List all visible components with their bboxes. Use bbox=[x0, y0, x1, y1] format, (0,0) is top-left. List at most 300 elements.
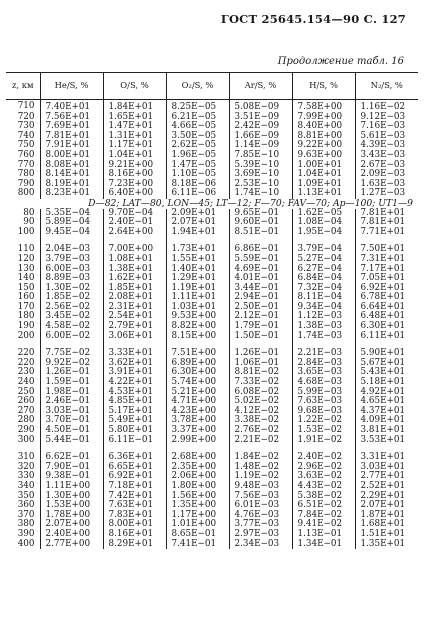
value-cell: 7.40E+01 bbox=[40, 100, 103, 113]
value-cell: 2.54E+01 bbox=[103, 312, 166, 322]
value-cell: 2.06E+00 bbox=[166, 472, 229, 482]
altitude-cell: 80 bbox=[23, 207, 35, 218]
value-cell: 1.30E−02 bbox=[40, 284, 103, 294]
altitude-cell: 270 bbox=[17, 405, 35, 416]
altitude-cell: 300 bbox=[17, 434, 35, 445]
value-cell: 6.92E+01 bbox=[355, 284, 418, 294]
value-cell: 1.80E+00 bbox=[166, 482, 229, 492]
value-cell: 1.38E+01 bbox=[103, 265, 166, 275]
value-cell: 6.78E+01 bbox=[355, 293, 418, 303]
value-cell: 7.41E−01 bbox=[166, 540, 229, 550]
value-cell: 8.15E+00 bbox=[166, 332, 229, 342]
value-cell: 1.84E−02 bbox=[229, 453, 292, 463]
value-cell: 2.04E−03 bbox=[40, 245, 103, 255]
value-cell: 4.58E−02 bbox=[40, 322, 103, 332]
value-cell: 1.85E+01 bbox=[103, 284, 166, 294]
value-cell: 9.34E−04 bbox=[292, 303, 355, 313]
value-cell: 7.33E−02 bbox=[229, 378, 292, 388]
value-cell: 9.38E−01 bbox=[40, 472, 103, 482]
altitude-cell: 150 bbox=[17, 282, 35, 293]
value-cell: 1.13E−01 bbox=[292, 530, 355, 540]
value-cell: 4.23E+00 bbox=[166, 407, 229, 417]
value-cell: 7.23E+00 bbox=[103, 180, 166, 190]
value-cell: 6.89E+00 bbox=[166, 359, 229, 369]
altitude-cell: 170 bbox=[17, 301, 35, 312]
value-cell: 2.21E−03 bbox=[292, 349, 355, 359]
column-header: O₂/S, % bbox=[166, 73, 229, 100]
value-cell: 6.48E+01 bbox=[355, 312, 418, 322]
altitude-cell: 400 bbox=[17, 538, 35, 549]
altitude-cell: 160 bbox=[17, 292, 35, 303]
value-cell: 6.86E−01 bbox=[229, 245, 292, 255]
value-cell: 3.70E−01 bbox=[40, 416, 103, 426]
value-cell: 7.56E−03 bbox=[229, 492, 292, 502]
value-cell: 7.81E+01 bbox=[355, 209, 418, 219]
value-cell: 9.45E−04 bbox=[40, 228, 103, 238]
value-cell: 5.21E+00 bbox=[166, 388, 229, 398]
value-cell: 5.38E−02 bbox=[292, 492, 355, 502]
value-cell: 8.00E+01 bbox=[40, 151, 103, 161]
value-cell: 3.33E+01 bbox=[103, 349, 166, 359]
value-cell: 1.29E+01 bbox=[166, 274, 229, 284]
value-cell: 1.68E+01 bbox=[355, 520, 418, 530]
value-cell: 1.14E−09 bbox=[229, 141, 292, 151]
value-cell: 2.62E−05 bbox=[166, 141, 229, 151]
value-cell: 1.19E+01 bbox=[166, 284, 229, 294]
value-cell: 2.53E−10 bbox=[229, 180, 292, 190]
altitude-cell: 90 bbox=[23, 217, 35, 228]
value-cell: 5.17E+01 bbox=[103, 407, 166, 417]
value-cell: 1.16E−02 bbox=[355, 100, 418, 113]
value-cell: 1.38E−03 bbox=[292, 322, 355, 332]
value-cell: 7.69E+01 bbox=[40, 122, 103, 132]
value-cell: 9.12E−03 bbox=[355, 113, 418, 123]
value-cell: 2.08E+01 bbox=[103, 293, 166, 303]
value-cell: 5.49E+01 bbox=[103, 416, 166, 426]
value-cell: 5.02E−02 bbox=[229, 397, 292, 407]
value-cell: 7.81E+01 bbox=[355, 218, 418, 228]
altitude-cell: 790 bbox=[17, 178, 35, 189]
value-cell: 1.11E+00 bbox=[40, 482, 103, 492]
value-cell: 1.09E+01 bbox=[292, 180, 355, 190]
altitude-cell: 710 bbox=[17, 100, 35, 111]
altitude-cell: 750 bbox=[17, 140, 35, 151]
value-cell: 2.79E+01 bbox=[103, 322, 166, 332]
value-cell: 3.03E+01 bbox=[355, 463, 418, 473]
altitude-cell: 770 bbox=[17, 159, 35, 170]
value-cell: 8.40E+00 bbox=[292, 122, 355, 132]
table-row bbox=[6, 436, 418, 446]
value-cell: 1.56E+00 bbox=[166, 492, 229, 502]
altitude-cell: 100 bbox=[17, 226, 35, 237]
value-cell: 1.08E+01 bbox=[103, 255, 166, 265]
value-cell: 3.62E+01 bbox=[103, 359, 166, 369]
value-cell: 8.00E+01 bbox=[103, 520, 166, 530]
value-cell: 2.21E−02 bbox=[229, 436, 292, 446]
value-cell: 1.04E+01 bbox=[292, 170, 355, 180]
value-cell: 3.63E−02 bbox=[292, 472, 355, 482]
value-cell: 1.91E−02 bbox=[292, 436, 355, 446]
altitude-cell: 350 bbox=[17, 490, 35, 501]
value-cell: 8.65E−01 bbox=[166, 530, 229, 540]
value-cell: 5.44E−01 bbox=[40, 436, 103, 446]
value-cell: 7.31E+01 bbox=[355, 255, 418, 265]
value-cell: 9.63E+00 bbox=[292, 151, 355, 161]
value-cell: 8.51E−01 bbox=[229, 228, 292, 238]
value-cell: 7.05E+01 bbox=[355, 274, 418, 284]
value-cell: 1.17E+01 bbox=[103, 141, 166, 151]
value-cell: 1.66E−09 bbox=[229, 132, 292, 142]
value-cell: 9.60E−01 bbox=[229, 218, 292, 228]
value-cell: 7.17E+01 bbox=[355, 265, 418, 275]
value-cell: 2.96E−02 bbox=[292, 463, 355, 473]
value-cell: 2.94E−01 bbox=[229, 293, 292, 303]
altitude-cell: 180 bbox=[17, 311, 35, 322]
value-cell: 2.46E−01 bbox=[40, 397, 103, 407]
altitude-cell: 260 bbox=[17, 396, 35, 407]
table-row bbox=[6, 228, 418, 238]
altitude-cell: 110 bbox=[17, 244, 35, 255]
value-cell: 1.13E+01 bbox=[292, 189, 355, 199]
value-cell: 2.40E−02 bbox=[292, 453, 355, 463]
value-cell: 6.11E+01 bbox=[355, 332, 418, 342]
value-cell: 1.53E−02 bbox=[292, 426, 355, 436]
value-cell: 4.50E−01 bbox=[40, 426, 103, 436]
value-cell: 4.12E−02 bbox=[229, 407, 292, 417]
altitude-cell: 230 bbox=[17, 367, 35, 378]
value-cell: 7.58E+00 bbox=[292, 100, 355, 113]
value-cell: 7.83E+01 bbox=[103, 511, 166, 521]
value-cell: 4.01E−01 bbox=[229, 274, 292, 284]
altitude-cell: 240 bbox=[17, 377, 35, 388]
value-cell: 2.64E+00 bbox=[103, 228, 166, 238]
value-cell: 3.37E+00 bbox=[166, 426, 229, 436]
value-cell: 8.11E−04 bbox=[292, 293, 355, 303]
altitude-cell: 370 bbox=[17, 509, 35, 520]
column-header: z, км bbox=[6, 73, 40, 100]
value-cell: 2.77E+01 bbox=[355, 472, 418, 482]
altitude-cell: 380 bbox=[17, 519, 35, 530]
value-cell: 2.99E+00 bbox=[166, 436, 229, 446]
value-cell: 2.50E−01 bbox=[229, 303, 292, 313]
value-cell: 8.81E−02 bbox=[229, 368, 292, 378]
table-body bbox=[6, 100, 418, 550]
value-cell: 2.84E−03 bbox=[292, 359, 355, 369]
value-cell: 1.06E−01 bbox=[229, 359, 292, 369]
value-cell: 5.35E−04 bbox=[40, 209, 103, 219]
condition-text: D—82; LAT—80, LON—45; LT—12; F—70; FAV—70; Ap—100; UT1—9 bbox=[88, 197, 413, 209]
value-cell: 1.85E−02 bbox=[40, 293, 103, 303]
value-cell: 2.31E+01 bbox=[103, 303, 166, 313]
value-cell: 9.22E+00 bbox=[292, 141, 355, 151]
value-cell: 2.09E−03 bbox=[355, 170, 418, 180]
altitude-cell: 310 bbox=[17, 452, 35, 463]
altitude-cell: 720 bbox=[17, 111, 35, 122]
value-cell: 8.25E−05 bbox=[166, 100, 229, 113]
value-cell: 3.79E−04 bbox=[292, 245, 355, 255]
value-cell: 8.16E+01 bbox=[103, 530, 166, 540]
value-cell: 3.38E−02 bbox=[229, 416, 292, 426]
value-cell: 1.47E−05 bbox=[166, 161, 229, 171]
value-cell: 2.40E+00 bbox=[40, 530, 103, 540]
value-cell: 5.80E+01 bbox=[103, 426, 166, 436]
value-cell: 1.65E+01 bbox=[103, 113, 166, 123]
column-header: He/S, % bbox=[40, 73, 103, 100]
value-cell: 2.35E+00 bbox=[166, 463, 229, 473]
value-cell: 5.08E−09 bbox=[229, 100, 292, 113]
value-cell: 6.92E+01 bbox=[103, 472, 166, 482]
value-cell: 1.34E−01 bbox=[292, 540, 355, 550]
altitude-cell: 360 bbox=[17, 500, 35, 511]
value-cell: 3.91E+01 bbox=[103, 368, 166, 378]
value-cell: 1.11E+01 bbox=[166, 293, 229, 303]
value-cell: 6.40E+00 bbox=[103, 189, 166, 199]
value-cell: 1.30E+00 bbox=[40, 492, 103, 502]
value-cell: 5.59E−01 bbox=[229, 255, 292, 265]
value-cell: 5.89E−04 bbox=[40, 218, 103, 228]
value-cell: 7.50E+01 bbox=[355, 245, 418, 255]
value-cell: 1.96E−05 bbox=[166, 151, 229, 161]
value-cell: 5.27E−04 bbox=[292, 255, 355, 265]
value-cell: 9.41E−02 bbox=[292, 520, 355, 530]
value-cell: 2.52E+01 bbox=[355, 482, 418, 492]
value-cell: 9.48E−03 bbox=[229, 482, 292, 492]
value-cell: 3.51E−09 bbox=[229, 113, 292, 123]
value-cell: 6.11E−01 bbox=[103, 436, 166, 446]
value-cell: 1.74E−03 bbox=[292, 332, 355, 342]
altitude-cell: 200 bbox=[17, 330, 35, 341]
value-cell: 9.21E+00 bbox=[103, 161, 166, 171]
value-cell: 1.17E+00 bbox=[166, 511, 229, 521]
value-cell: 3.53E+01 bbox=[355, 436, 418, 446]
value-cell: 7.51E+00 bbox=[166, 349, 229, 359]
value-cell: 1.94E+01 bbox=[166, 228, 229, 238]
value-cell: 6.01E−03 bbox=[229, 501, 292, 511]
value-cell: 3.81E+01 bbox=[355, 426, 418, 436]
value-cell: 1.78E+00 bbox=[40, 511, 103, 521]
value-cell: 3.77E−03 bbox=[229, 520, 292, 530]
value-cell: 2.97E−03 bbox=[229, 530, 292, 540]
value-cell: 7.42E+01 bbox=[103, 492, 166, 502]
value-cell: 9.70E−04 bbox=[103, 209, 166, 219]
altitude-cell: 280 bbox=[17, 415, 35, 426]
value-cell: 6.51E−02 bbox=[292, 501, 355, 511]
value-cell: 6.65E+01 bbox=[103, 463, 166, 473]
value-cell: 2.12E−01 bbox=[229, 312, 292, 322]
value-cell: 1.03E+01 bbox=[166, 303, 229, 313]
value-cell: 1.35E+01 bbox=[355, 540, 418, 550]
value-cell: 3.69E−10 bbox=[229, 170, 292, 180]
value-cell: 9.53E+00 bbox=[166, 312, 229, 322]
value-cell: 2.77E+00 bbox=[40, 540, 103, 550]
value-cell: 7.90E−01 bbox=[40, 463, 103, 473]
value-cell: 1.50E−01 bbox=[229, 332, 292, 342]
value-cell: 1.31E+01 bbox=[103, 132, 166, 142]
value-cell: 4.71E+00 bbox=[166, 397, 229, 407]
value-cell: 4.22E+01 bbox=[103, 378, 166, 388]
value-cell: 1.62E−05 bbox=[292, 209, 355, 219]
value-cell: 5.67E+01 bbox=[355, 359, 418, 369]
value-cell: 6.08E−02 bbox=[229, 388, 292, 398]
value-cell: 1.73E+01 bbox=[166, 245, 229, 255]
value-cell: 7.00E+00 bbox=[103, 245, 166, 255]
value-cell: 7.63E+01 bbox=[103, 501, 166, 511]
value-cell: 1.22E−02 bbox=[292, 416, 355, 426]
value-cell: 3.06E+01 bbox=[103, 332, 166, 342]
value-cell: 3.03E−01 bbox=[40, 407, 103, 417]
altitude-cell: 320 bbox=[17, 461, 35, 472]
value-cell: 1.53E+00 bbox=[40, 501, 103, 511]
value-cell: 4.53E+01 bbox=[103, 388, 166, 398]
value-cell: 1.27E−03 bbox=[355, 189, 418, 199]
value-cell: 3.44E−01 bbox=[229, 284, 292, 294]
value-cell: 8.18E−06 bbox=[166, 180, 229, 190]
column-header: O/S, % bbox=[103, 73, 166, 100]
value-cell: 4.09E+01 bbox=[355, 416, 418, 426]
value-cell: 5.43E+01 bbox=[355, 368, 418, 378]
altitude-cell: 330 bbox=[17, 471, 35, 482]
value-cell: 4.76E−03 bbox=[229, 511, 292, 521]
value-cell: 9.92E−02 bbox=[40, 359, 103, 369]
altitude-cell: 780 bbox=[17, 169, 35, 180]
value-cell: 1.79E−01 bbox=[229, 322, 292, 332]
altitude-cell: 290 bbox=[17, 425, 35, 435]
page-header: ГОСТ 25645.154—90 С. 127 bbox=[220, 12, 406, 26]
value-cell: 6.62E−01 bbox=[40, 453, 103, 463]
value-cell: 5.99E−03 bbox=[292, 388, 355, 398]
value-cell: 9.65E−01 bbox=[229, 209, 292, 219]
value-cell: 1.40E+01 bbox=[166, 265, 229, 275]
value-cell: 1.00E+01 bbox=[292, 161, 355, 171]
value-cell: 1.12E−03 bbox=[292, 312, 355, 322]
header-row bbox=[6, 73, 418, 100]
value-cell: 3.79E−03 bbox=[40, 255, 103, 265]
altitude-cell: 800 bbox=[17, 188, 35, 199]
altitude-cell: 190 bbox=[17, 321, 35, 332]
value-cell: 7.81E+01 bbox=[40, 132, 103, 142]
altitude-cell: 760 bbox=[17, 149, 35, 160]
value-cell: 7.18E+01 bbox=[103, 482, 166, 492]
column-header: H/S, % bbox=[292, 73, 355, 100]
value-cell: 1.59E−01 bbox=[40, 378, 103, 388]
value-cell: 1.10E−05 bbox=[166, 170, 229, 180]
table-header bbox=[6, 73, 418, 100]
value-cell: 9.68E−03 bbox=[292, 407, 355, 417]
value-cell: 1.26E−01 bbox=[40, 368, 103, 378]
altitude-cell: 390 bbox=[17, 528, 35, 539]
value-cell: 8.08E+01 bbox=[40, 161, 103, 171]
altitude-cell: 220 bbox=[17, 357, 35, 368]
value-cell: 7.99E+00 bbox=[292, 113, 355, 123]
altitude-cell: 740 bbox=[17, 130, 35, 141]
altitude-cell: 250 bbox=[17, 386, 35, 397]
value-cell: 7.91E+01 bbox=[40, 141, 103, 151]
value-cell: 2.67E−03 bbox=[355, 161, 418, 171]
value-cell: 5.74E+00 bbox=[166, 378, 229, 388]
value-cell: 4.85E+01 bbox=[103, 397, 166, 407]
value-cell: 3.50E−05 bbox=[166, 132, 229, 142]
value-cell: 7.56E+01 bbox=[40, 113, 103, 123]
value-cell: 1.19E−02 bbox=[229, 472, 292, 482]
value-cell: 6.11E−06 bbox=[166, 189, 229, 199]
value-cell: 6.30E+00 bbox=[166, 368, 229, 378]
altitude-cell: 220 bbox=[17, 348, 35, 359]
altitude-cell: 340 bbox=[17, 480, 35, 491]
value-cell: 7.84E−02 bbox=[292, 511, 355, 521]
column-header: N₂/S, % bbox=[355, 73, 418, 100]
value-cell: 4.69E−01 bbox=[229, 265, 292, 275]
value-cell: 1.04E+01 bbox=[103, 151, 166, 161]
value-cell: 2.68E+00 bbox=[166, 453, 229, 463]
value-cell: 7.85E−10 bbox=[229, 151, 292, 161]
value-cell: 7.32E−04 bbox=[292, 284, 355, 294]
value-cell: 2.34E−03 bbox=[229, 540, 292, 550]
value-cell: 5.61E−03 bbox=[355, 132, 418, 142]
altitude-cell: 130 bbox=[17, 263, 35, 274]
value-cell: 7.63E−03 bbox=[292, 397, 355, 407]
value-cell: 8.16E+00 bbox=[103, 170, 166, 180]
value-cell: 8.29E+01 bbox=[103, 540, 166, 550]
value-cell: 3.78E+00 bbox=[166, 416, 229, 426]
value-cell: 8.23E+01 bbox=[40, 189, 103, 199]
value-cell: 6.00E−02 bbox=[40, 332, 103, 342]
column-header: Ar/S, % bbox=[229, 73, 292, 100]
value-cell: 1.26E−01 bbox=[229, 349, 292, 359]
value-cell: 1.62E+01 bbox=[103, 274, 166, 284]
table-continuation-label: Продолжение табл. 16 bbox=[277, 56, 404, 67]
value-cell: 5.18E+01 bbox=[355, 378, 418, 388]
value-cell: 6.30E+01 bbox=[355, 322, 418, 332]
value-cell: 1.01E+00 bbox=[166, 520, 229, 530]
value-cell: 4.39E−03 bbox=[355, 141, 418, 151]
altitude-cell: 120 bbox=[17, 253, 35, 264]
value-cell: 6.27E−04 bbox=[292, 265, 355, 275]
value-cell: 6.64E+01 bbox=[355, 303, 418, 313]
value-cell: 1.08E−04 bbox=[292, 218, 355, 228]
value-cell: 6.84E−04 bbox=[292, 274, 355, 284]
table-row bbox=[6, 100, 418, 113]
value-cell: 3.43E−03 bbox=[355, 151, 418, 161]
value-cell: 5.39E−10 bbox=[229, 161, 292, 171]
value-cell: 6.00E−03 bbox=[40, 265, 103, 275]
value-cell: 7.16E−03 bbox=[355, 122, 418, 132]
value-cell: 1.48E−02 bbox=[229, 463, 292, 473]
value-cell: 2.76E−02 bbox=[229, 426, 292, 436]
value-cell: 6.21E−05 bbox=[166, 113, 229, 123]
value-cell: 1.35E+00 bbox=[166, 501, 229, 511]
altitude-cell: 140 bbox=[17, 273, 35, 284]
value-cell: 1.74E−10 bbox=[229, 189, 292, 199]
value-cell: 8.82E+00 bbox=[166, 322, 229, 332]
value-cell: 1.55E+01 bbox=[166, 255, 229, 265]
value-cell: 2.56E−02 bbox=[40, 303, 103, 313]
table-row bbox=[6, 332, 418, 342]
altitude-cell: 730 bbox=[17, 121, 35, 132]
value-cell: 4.66E−05 bbox=[166, 122, 229, 132]
data-table bbox=[6, 72, 418, 549]
value-cell: 1.95E−04 bbox=[292, 228, 355, 238]
value-cell: 4.68E−03 bbox=[292, 378, 355, 388]
table-row bbox=[6, 540, 418, 550]
value-cell: 7.75E−02 bbox=[40, 349, 103, 359]
value-cell: 2.40E−01 bbox=[103, 218, 166, 228]
value-cell: 1.87E+01 bbox=[355, 511, 418, 521]
value-cell: 1.63E−03 bbox=[355, 180, 418, 190]
value-cell: 2.07E+01 bbox=[166, 218, 229, 228]
value-cell: 4.65E+01 bbox=[355, 397, 418, 407]
value-cell: 1.51E+01 bbox=[355, 530, 418, 540]
value-cell: 3.45E−02 bbox=[40, 312, 103, 322]
